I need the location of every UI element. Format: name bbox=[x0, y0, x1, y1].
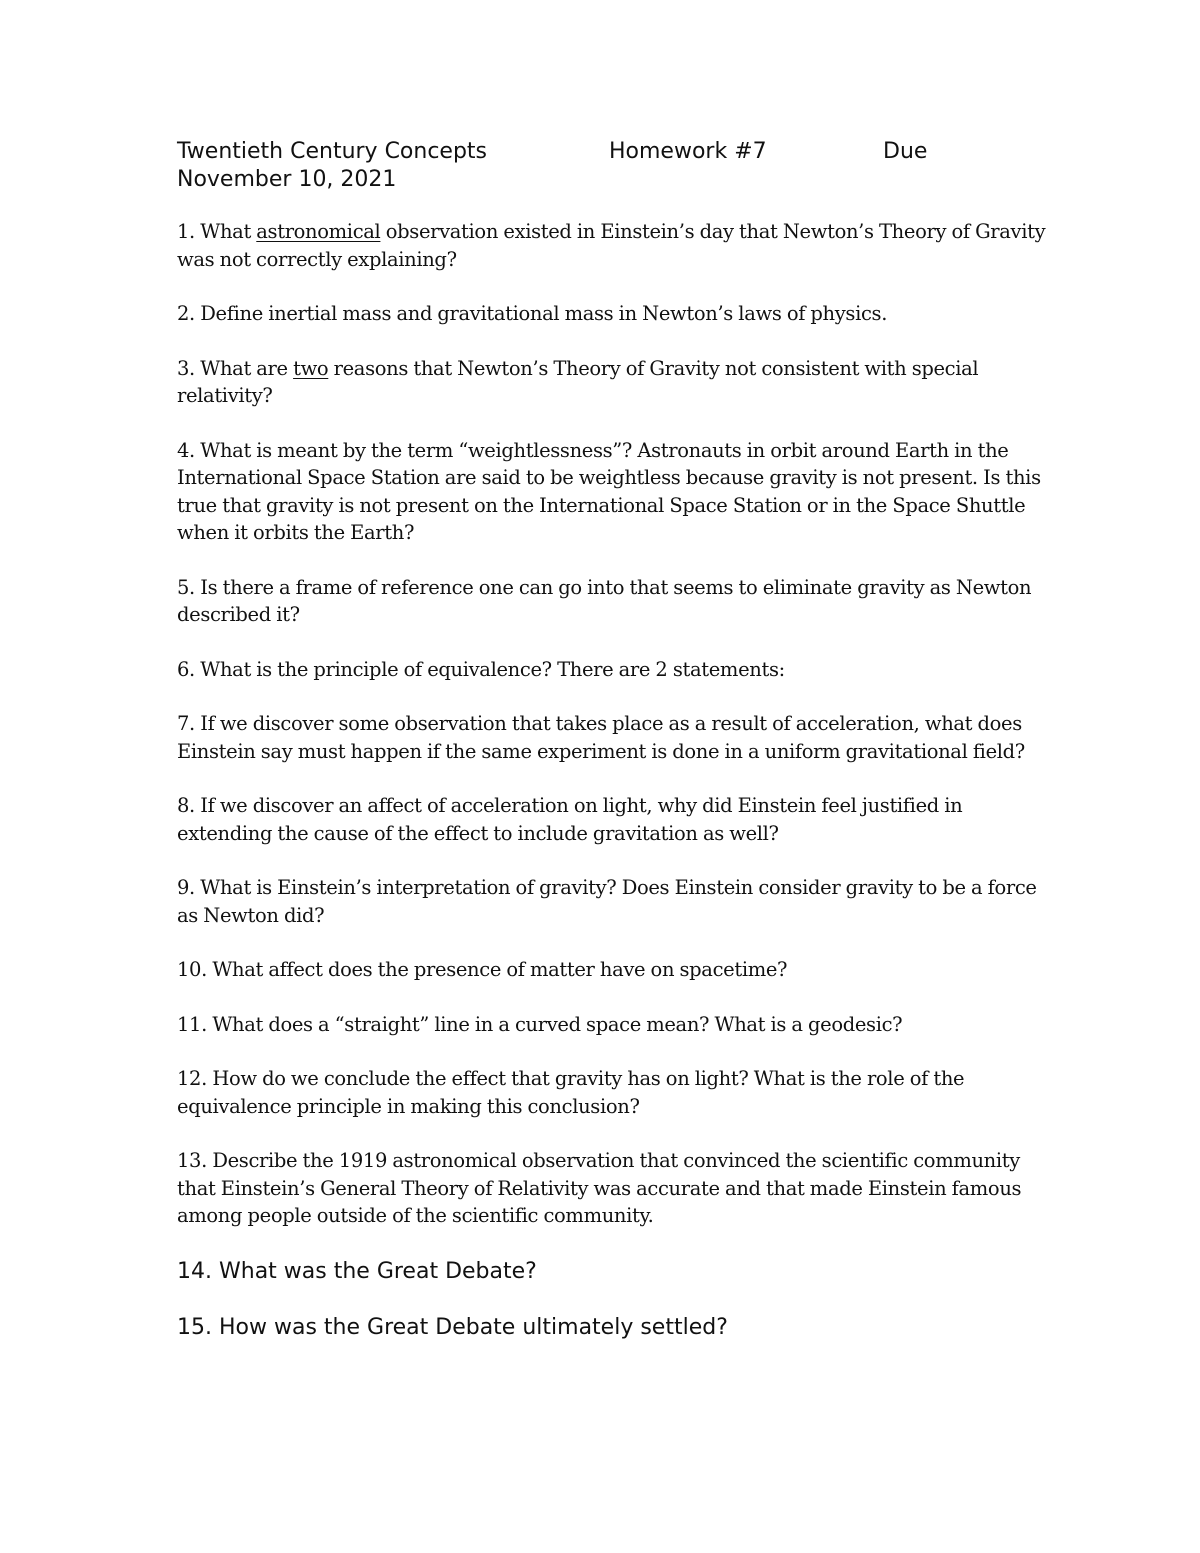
question-1 bbox=[177, 218, 1057, 273]
question-number: 7. bbox=[177, 712, 195, 735]
question-number: 15. bbox=[177, 1314, 212, 1340]
question-6 bbox=[177, 656, 1057, 684]
question-text: What was the Great Debate? bbox=[219, 1258, 537, 1284]
question-number: 2. bbox=[177, 302, 195, 325]
question-15 bbox=[177, 1313, 1057, 1343]
question-14 bbox=[177, 1257, 1057, 1287]
question-text: What does a “straight” line in a curved space mean? What is a geodesic? bbox=[212, 1012, 903, 1036]
question-text: Describe the 1919 astronomical observation that convinced the scientific community that Einstein’s General Theory of Relativity was accurate and that made Einstein famous among people outside of the scientific community. bbox=[177, 1149, 1022, 1227]
question-text-pre: What bbox=[200, 220, 257, 243]
underlined-word: two bbox=[293, 356, 329, 380]
question-text: Define inertial mass and gravitational mass in Newton’s laws of physics. bbox=[200, 302, 888, 325]
question-text: What is the principle of equivalence? There are 2 statements: bbox=[200, 657, 785, 681]
question-text: If we discover an affect of acceleration on light, why did Einstein feel justified in extending the cause of the effect to include gravitation as well? bbox=[177, 794, 963, 845]
question-12 bbox=[177, 1065, 1057, 1120]
question-text: What affect does the presence of matter have on spacetime? bbox=[212, 958, 788, 981]
question-number: 12. bbox=[177, 1067, 207, 1090]
question-number: 6. bbox=[177, 657, 195, 681]
document-header bbox=[177, 138, 1057, 194]
due-label: Due bbox=[883, 139, 928, 164]
question-number: 9. bbox=[177, 876, 195, 899]
question-text: What is Einstein’s interpretation of gravity? Does Einstein consider gravity to be a force as Newton did? bbox=[177, 876, 1037, 927]
question-text: How do we conclude the effect that gravity has on light? What is the role of the equivalence principle in making this conclusion? bbox=[177, 1067, 965, 1118]
question-10 bbox=[177, 956, 1057, 984]
question-text: What is meant by the term “weightlessness”? Astronauts in orbit around Earth in the International Space Station are said to be weightless because gravity is not present. Is this true that gravity is not present on the International Space Station or in the Space Shuttle when it orbits the Earth? bbox=[177, 438, 1041, 544]
document-page bbox=[177, 138, 1057, 1369]
question-number: 3. bbox=[177, 356, 195, 380]
question-11 bbox=[177, 1011, 1057, 1039]
question-number: 4. bbox=[177, 438, 195, 462]
question-number: 11. bbox=[177, 1012, 207, 1036]
question-text: If we discover some observation that takes place as a result of acceleration, what does Einstein say must happen if the same experiment is done in a uniform gravitational field? bbox=[177, 712, 1025, 763]
due-date: November 10, 2021 bbox=[177, 167, 397, 192]
question-7 bbox=[177, 710, 1057, 765]
question-8 bbox=[177, 792, 1057, 847]
question-number: 1. bbox=[177, 220, 195, 243]
question-text-pre: What are bbox=[200, 356, 294, 380]
question-13 bbox=[177, 1147, 1057, 1230]
question-number: 13. bbox=[177, 1149, 207, 1172]
question-text: How was the Great Debate ultimately settled? bbox=[219, 1314, 728, 1340]
underlined-word: astronomical bbox=[256, 220, 381, 243]
question-number: 8. bbox=[177, 794, 195, 817]
question-text-post: reasons that Newton’s Theory of Gravity not consistent with special relativity? bbox=[177, 356, 979, 407]
question-5 bbox=[177, 574, 1057, 629]
course-title: Twentieth Century Concepts bbox=[177, 139, 488, 164]
question-number: 10. bbox=[177, 958, 207, 981]
homework-label: Homework #7 bbox=[609, 139, 767, 164]
question-text-post: observation existed in Einstein’s day that Newton’s Theory of Gravity was not correctly explaining? bbox=[177, 220, 1046, 271]
question-text: Is there a frame of reference one can go into that seems to eliminate gravity as Newton described it? bbox=[177, 575, 1032, 626]
question-number: 14. bbox=[177, 1258, 212, 1284]
question-9 bbox=[177, 874, 1057, 929]
question-3 bbox=[177, 355, 1057, 410]
question-4 bbox=[177, 437, 1057, 547]
question-number: 5. bbox=[177, 575, 195, 599]
question-2 bbox=[177, 300, 1057, 328]
